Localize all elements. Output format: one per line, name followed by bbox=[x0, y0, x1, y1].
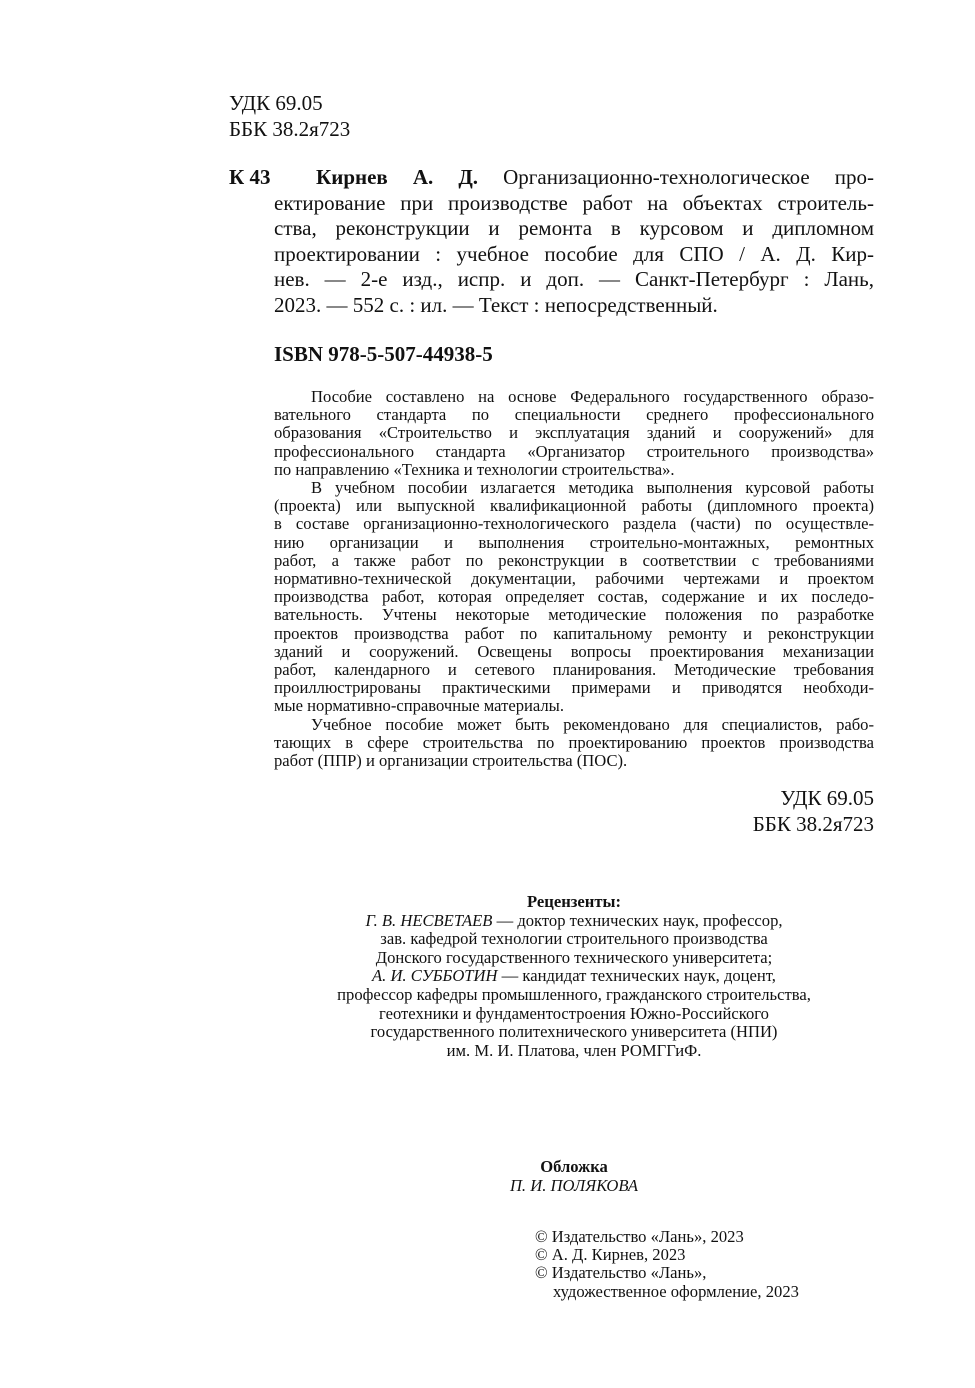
author-mark: К 43 bbox=[229, 165, 271, 189]
isbn: ISBN 978-5-507-44938-5 bbox=[274, 342, 493, 366]
bibliographic-description bbox=[274, 165, 874, 191]
abstract-line: Учебное пособие может быть рекомендовано для специалистов, рабо- bbox=[311, 714, 874, 734]
reviewer-2-line: А. И. СУББОТИН — кандидат технических наук, доцент, bbox=[372, 966, 776, 986]
cover-credit bbox=[274, 1158, 874, 1195]
description-line: нев. — 2-е изд., испр. и доп. — Санкт-Петербург : Лань, bbox=[274, 267, 874, 291]
reviewers-block bbox=[274, 893, 874, 1060]
copyright-line: © Издательство «Лань», bbox=[535, 1263, 707, 1283]
description-line: проектировании : учебное пособие для СПО / А. Д. Кир- bbox=[274, 241, 874, 266]
reviewer-2-line: им. М. И. Платова, член РОМГГиФ. bbox=[446, 1040, 702, 1060]
abstract-line: (проекта) или выпускной квалификационной работы (дипломного проекта) bbox=[274, 496, 874, 516]
abstract-line: производства работ, которая определяет состав, содержание и их последо- bbox=[274, 587, 874, 607]
abstract-line: зданий и сооружений. Освещены вопросы проектирования механизации bbox=[274, 641, 874, 661]
reviewer-1-line: Г. В. НЕСВЕТАЕВ — доктор технических наук, профессор, bbox=[365, 910, 783, 930]
udk-code-bottom: УДК 69.05 bbox=[780, 786, 874, 810]
abstract-line: нормативно-технической документации, рабочими чертежами и проектом bbox=[274, 569, 874, 589]
reviewer-2-name: А. И. СУББОТИН bbox=[372, 966, 498, 986]
cover-label: Обложка bbox=[540, 1157, 608, 1176]
abstract-line: в составе организационно-технологического раздела (части) по осуществле- bbox=[274, 514, 874, 534]
abstract-line: Пособие составлено на основе Федерального государственного образо- bbox=[311, 387, 874, 406]
reviewers-title: Рецензенты: bbox=[527, 892, 621, 911]
abstract-line: мые нормативно-справочные материалы. bbox=[274, 696, 564, 716]
bibliographic-entry bbox=[229, 165, 874, 318]
reviewer-1-name: Г. В. НЕСВЕТАЕВ bbox=[365, 910, 493, 930]
abstract-line: проиллюстрированы практическими примерами и приводятся необходи- bbox=[274, 678, 874, 698]
abstract-line: вательность. Учтены некоторые методические положения по разработке bbox=[274, 605, 874, 625]
reviewer-2-line: профессор кафедры промышленного, гражданского строительства, bbox=[337, 984, 811, 1004]
bbk-code-bottom: ББК 38.2я723 bbox=[752, 812, 874, 836]
abstract-line: тающих в сфере строительства по проектированию проектов производства bbox=[274, 732, 874, 752]
abstract-line: работ (ППР) и организации строительства (ПОС). bbox=[274, 751, 628, 771]
bbk-code-top: ББК 38.2я723 bbox=[229, 117, 351, 141]
abstract-line: В учебном пособии излагается методика выполнения курсовой работы bbox=[311, 478, 874, 498]
abstract-line: профессионального стандарта «Организатор строительного производства» bbox=[274, 441, 874, 461]
abstract-line: вательного стандарта по специальности среднего профессионального bbox=[274, 405, 874, 425]
copyright-line: © Издательство «Лань», 2023 bbox=[535, 1227, 744, 1246]
description-line: Кирнев А. Д. Организационно-технологическое про- bbox=[316, 165, 875, 189]
abstract-line: работ, а также работ по реконструкции в соответствии с требованиями bbox=[274, 550, 874, 570]
abstract-line: нию организации и выполнения строительно-монтажных, ремонтных bbox=[274, 532, 874, 552]
reviewer-2-line: государственного политехнического университета (НПИ) bbox=[370, 1022, 778, 1042]
copyright-line: © А. Д. Кирнев, 2023 bbox=[535, 1245, 686, 1265]
abstract bbox=[274, 388, 874, 770]
copyright-block bbox=[535, 1228, 799, 1301]
description-line: ства, реконструкции и ремонта в курсовом и дипломном bbox=[274, 216, 874, 240]
description-line: ектирование при производстве работ на объектах строитель- bbox=[274, 190, 874, 215]
abstract-line: по направлению «Техника и технологии строительства». bbox=[274, 459, 675, 479]
abstract-line: работ, календарного и сетевого планирования. Методические требования bbox=[274, 660, 874, 680]
classification-top bbox=[229, 90, 350, 142]
author-name: Кирнев А. Д. bbox=[316, 165, 479, 189]
description-line: 2023. — 552 с. : ил. — Текст : непосредственный. bbox=[274, 292, 718, 317]
cover-designer: П. И. ПОЛЯКОВА bbox=[509, 1175, 639, 1195]
abstract-line: образования «Строительство и эксплуатация зданий и сооружений» для bbox=[274, 423, 874, 443]
abstract-line: проектов производства работ по капитальному ремонту и реконструкции bbox=[274, 623, 874, 643]
reviewer-1-line: зав. кафедрой технологии строительного производства bbox=[380, 929, 768, 949]
reviewer-1-line: Донского государственного технического университета; bbox=[375, 947, 773, 967]
classification-bottom bbox=[753, 785, 874, 837]
bibliographic-description-cont bbox=[274, 191, 874, 319]
copyright-line: художественное оформление, 2023 bbox=[553, 1281, 799, 1301]
reviewer-2-line: геотехники и фундаментостроения Южно-Российского bbox=[379, 1003, 769, 1023]
udk-code-top: УДК 69.05 bbox=[229, 91, 323, 115]
